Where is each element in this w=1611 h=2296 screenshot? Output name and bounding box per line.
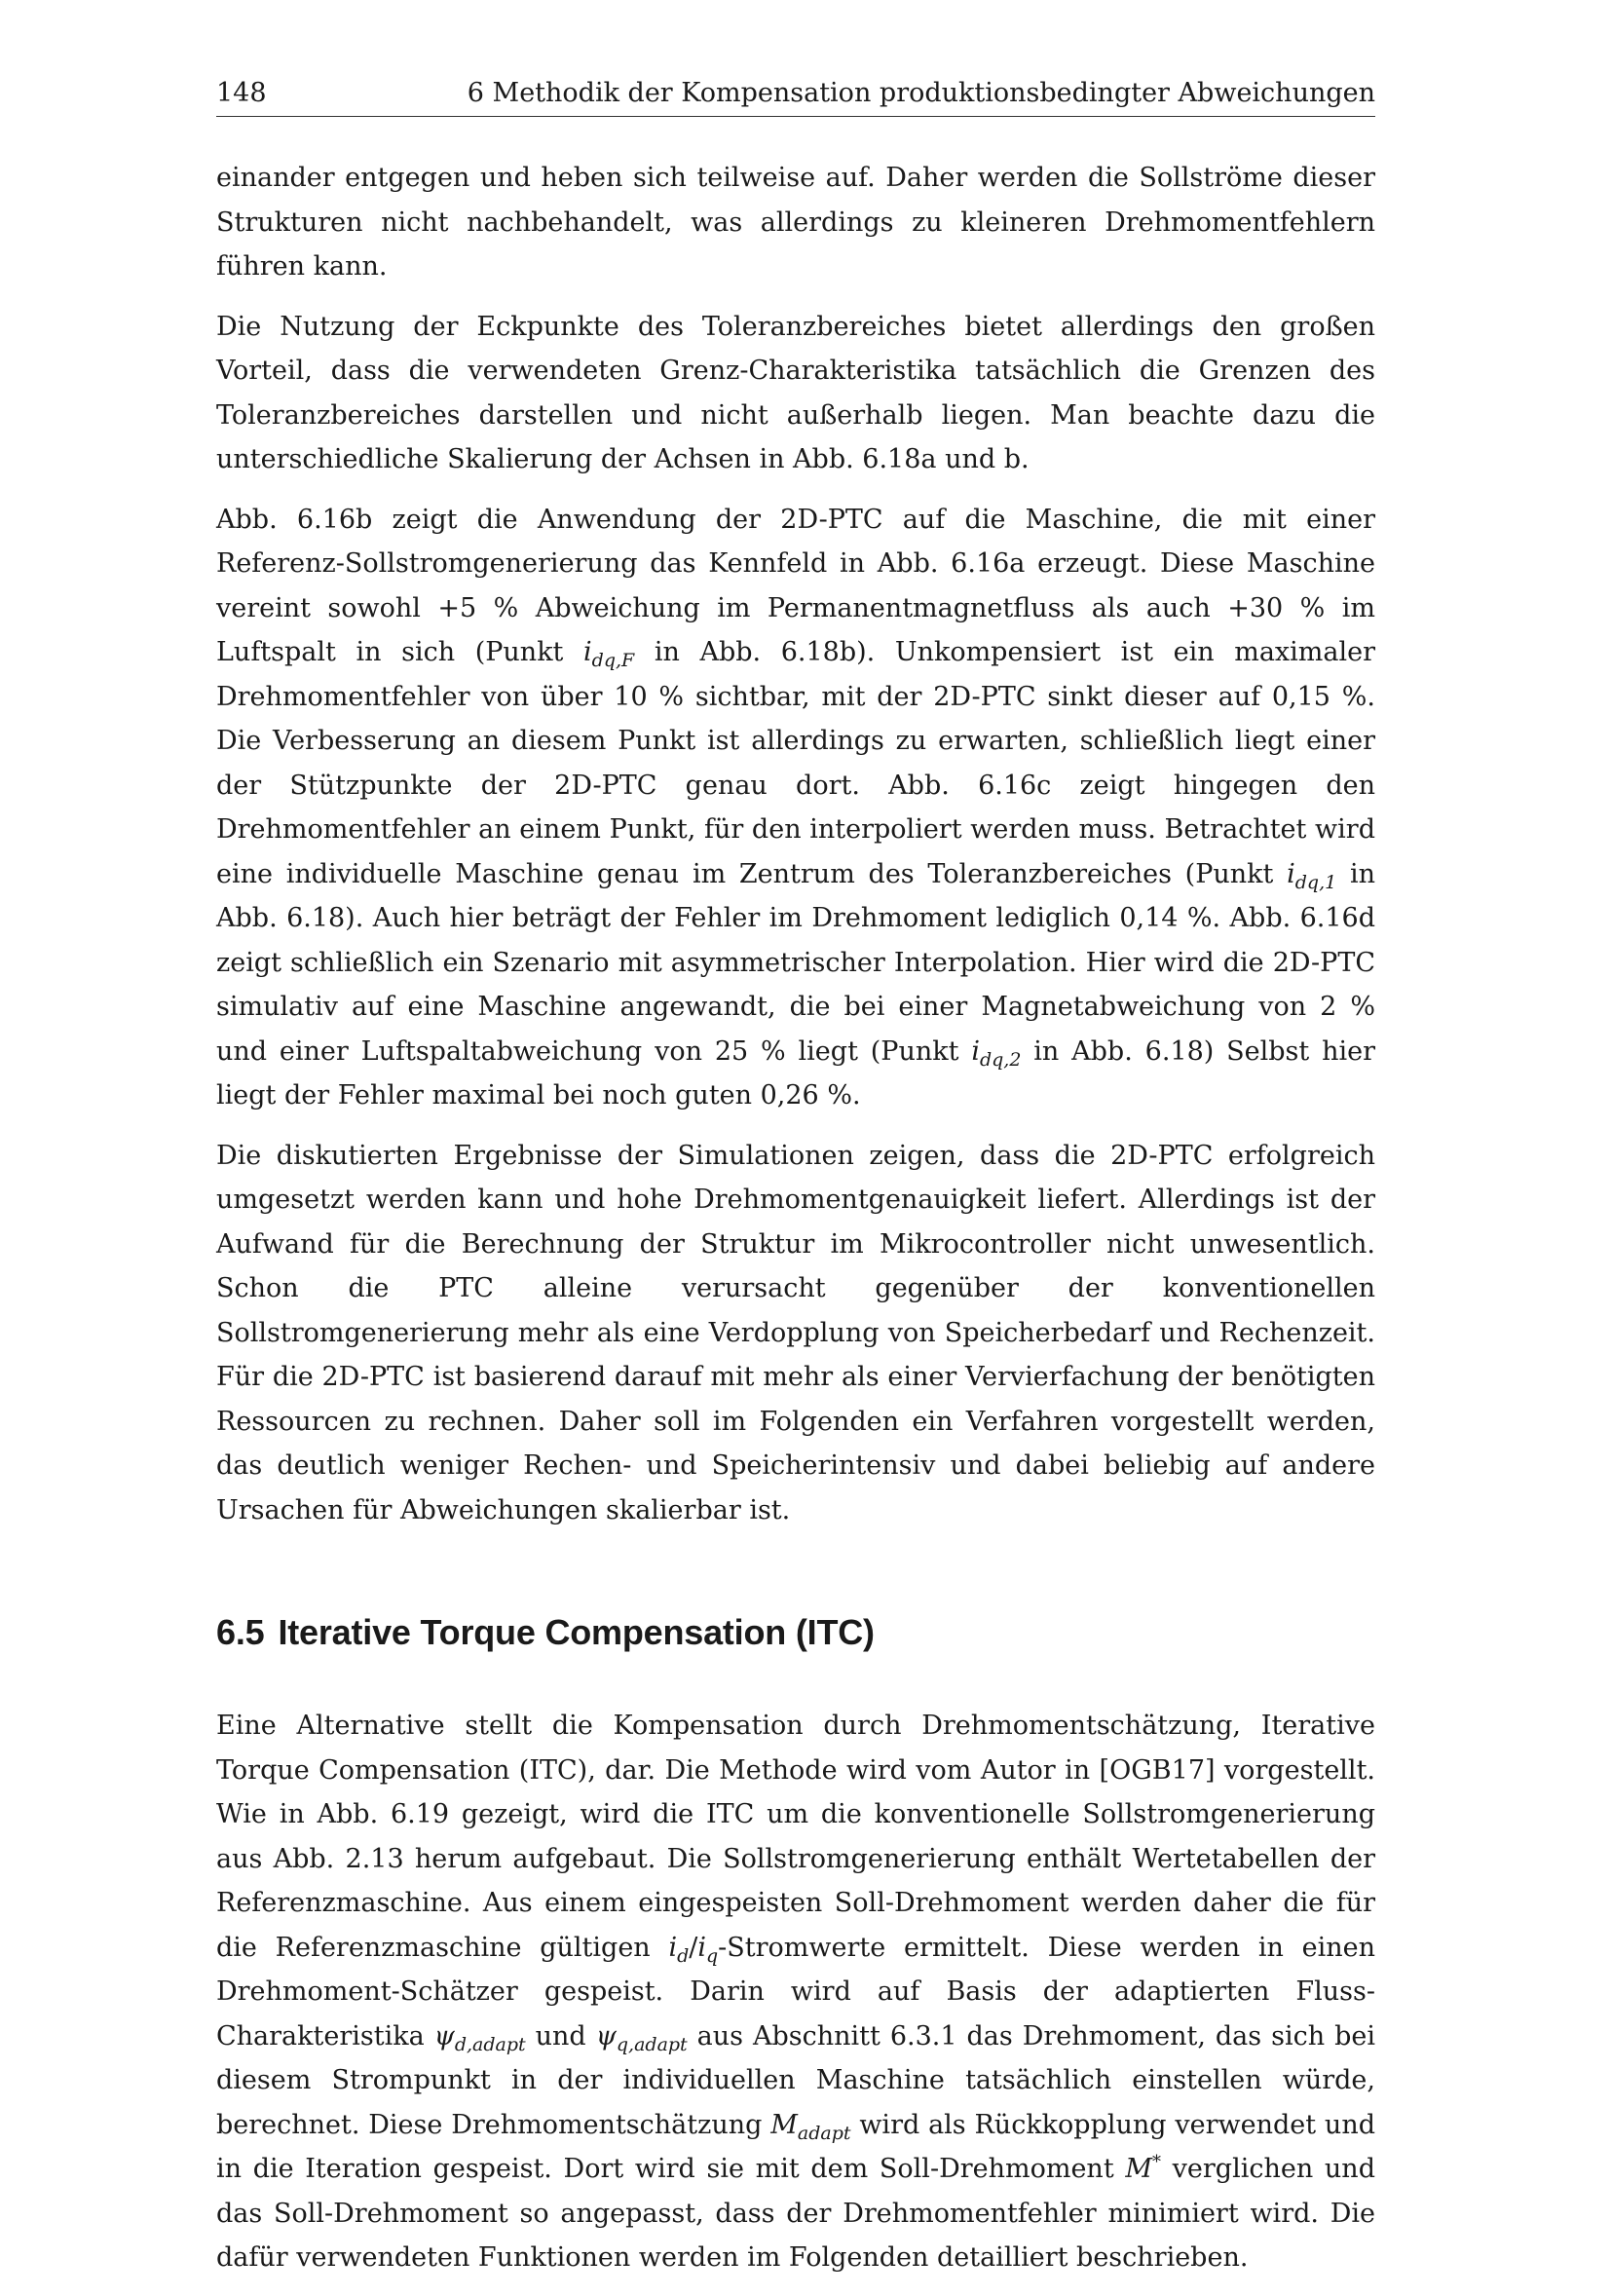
text-span: in Abb. 6.18). Auch hier beträgt der Fehler im Drehmoment lediglich 0,14 %. Abb. 6.16d zeigt schließlich ein Szenario mit asymmetrischer Interpolation. Hier wird die 2D-PTC simulativ auf eine Maschine angewandt, die bei einer Magnetabweichung von 2 % und einer Luftspaltabweichung von 25 % liegt (Punkt <box>216 858 1375 1067</box>
math-subscript: dq,2 <box>979 1048 1022 1071</box>
math-subscript: q,adapt <box>616 2033 688 2055</box>
math-subscript: dq,1 <box>1294 871 1337 893</box>
section-title: Iterative Torque Compensation (ITC) <box>278 1612 875 1652</box>
math-subscript: d <box>677 1944 690 1967</box>
math-superscript: * <box>1152 2152 1161 2172</box>
text-span: in Abb. 6.18b). Unkompensiert ist ein maximaler Drehmomentfehler von über 10 % sichtbar, mit der 2D-PTC sinkt dieser auf 0,15 %. Die Verbesserung an diesem Punkt ist allerdings zu erwarten, schließlich liegt einer der Stützpunkte der 2D-PTC genau dort. Abb. 6.16c zeigt hingegen den Drehmomentfehler an einem Punkt, für den interpoliert werden muss. Betrachtet wird eine individuelle Maschine genau im Zentrum des Toleranzbereiches (Punkt <box>216 637 1375 889</box>
math-subscript: dq,F <box>591 650 635 671</box>
math-var: i <box>583 637 592 667</box>
text-span: verglichen und das Soll-Drehmoment so angepasst, dass der Drehmomentfehler minimiert wird. Die dafür verwendeten Funktionen werden im Folgenden detailliert beschrieben. <box>216 2154 1375 2273</box>
math-slash: / <box>689 1932 698 1963</box>
math-subscript: q <box>706 1944 719 1967</box>
body-text <box>216 156 1375 2280</box>
paragraph-5 <box>216 1704 1375 2280</box>
text-span: in Abb. 6.18) Selbst hier liegt der Fehler maximal bei noch guten 0,26 %. <box>216 1035 1375 1110</box>
section-heading <box>216 1612 1375 1653</box>
math-subscript: d,adapt <box>454 2033 526 2055</box>
math-var: i <box>668 1932 678 1963</box>
math-var: i <box>697 1932 706 1963</box>
text-span: Eine Alternative stellt die Kompensation durch Drehmomentschätzung, Iterative Torque Compensation (ITC), dar. Die Methode wird vom Autor in [OGB17] vorgestellt. Wie in Abb. 6.19 gezeigt, wird die ITC um die konventionelle Sollstromgenerierung aus Abb. 2.13 herum aufgebaut. Die Sollstromgenerierung enthält Wertetabellen der Referenzmaschine. Aus einem eingespeisten Soll-Drehmoment werden daher die für die Referenzmaschine gültigen <box>216 1711 1375 1963</box>
running-header <box>216 78 1375 117</box>
paragraph-4: Die diskutierten Ergebnisse der Simulationen zeigen, dass die 2D-PTC erfolgreich umgesetzt werden kann und hohe Drehmomentgenauigkeit liefert. Allerdings ist der Aufwand für die Berechnung der Struktur im Mikrocontroller nicht unwesentlich. Schon die PTC alleine verursacht gegenüber der konventionellen Sollstromgenerierung mehr als eine Verdopplung von Speicherbedarf und Rechenzeit. Für die 2D-PTC ist basierend darauf mit mehr als einer Vervierfachung der benötigten Ressourcen zu rechnen. Daher soll im Folgenden ein Verfahren vorgestellt werden, das deutlich weniger Rechen- und Speicherintensiv und dabei beliebig auf andere Ursachen für Abweichungen skalierbar ist. <box>216 1140 1375 1525</box>
text-span: wird als Rückkopplung verwendet und in die Iteration gespeist. Dort wird sie mit dem Soll-Drehmoment <box>216 2109 1375 2184</box>
page-number: 148 <box>216 78 267 108</box>
text-span: Abb. 6.16b zeigt die Anwendung der 2D-PTC auf die Maschine, die mit einer Referenz-Sollstromgenerierung das Kennfeld in Abb. 6.16a erzeugt. Diese Maschine vereint sowohl +5 % Abweichung im Permanentmagnetfluss als auch +30 % im Luftspalt in sich (Punkt <box>216 504 1375 667</box>
text-span: und <box>525 2020 596 2051</box>
math-var: M <box>770 2109 798 2140</box>
page <box>216 78 1375 2296</box>
math-var: ψ <box>433 2020 455 2051</box>
math-var: i <box>971 1035 980 1067</box>
text-span: -Stromwerte ermittelt. Diese werden in einen Drehmoment-Schätzer gespeist. Darin wird auf Basis der adaptierten Fluss-Charakteristika <box>216 1932 1375 2051</box>
section-number: 6.5 <box>216 1612 265 1652</box>
paragraph-2: Die Nutzung der Eckpunkte des Toleranzbereiches bietet allerdings den großen Vorteil, dass die verwendeten Grenz-Charakteristika tatsächlich die Grenzen des Toleranzbereiches darstellen und nicht außerhalb liegen. Man beachte dazu die unterschiedliche Skalierung der Achsen in Abb. 6.18a und b. <box>216 311 1375 474</box>
math-subscript: adapt <box>797 2122 851 2144</box>
text-span: aus Abschnitt 6.3.1 das Drehmoment, das sich bei diesem Strompunkt in der individuellen Maschine tatsächlich einstellen würde, berechnet. Diese Drehmomentschätzung <box>216 2020 1375 2140</box>
paragraph-3 <box>216 498 1375 1118</box>
paragraph-1: einander entgegen und heben sich teilweise auf. Daher werden die Sollströme dieser Strukturen nicht nachbehandelt, was allerdings zu kleineren Drehmomentfehlern führen kann. <box>216 163 1375 282</box>
math-var: i <box>1287 858 1295 889</box>
chapter-title: 6 Methodik der Kompensation produktionsbedingter Abweichungen <box>467 78 1375 108</box>
math-var: M <box>1125 2154 1152 2184</box>
math-var: ψ <box>595 2020 617 2051</box>
